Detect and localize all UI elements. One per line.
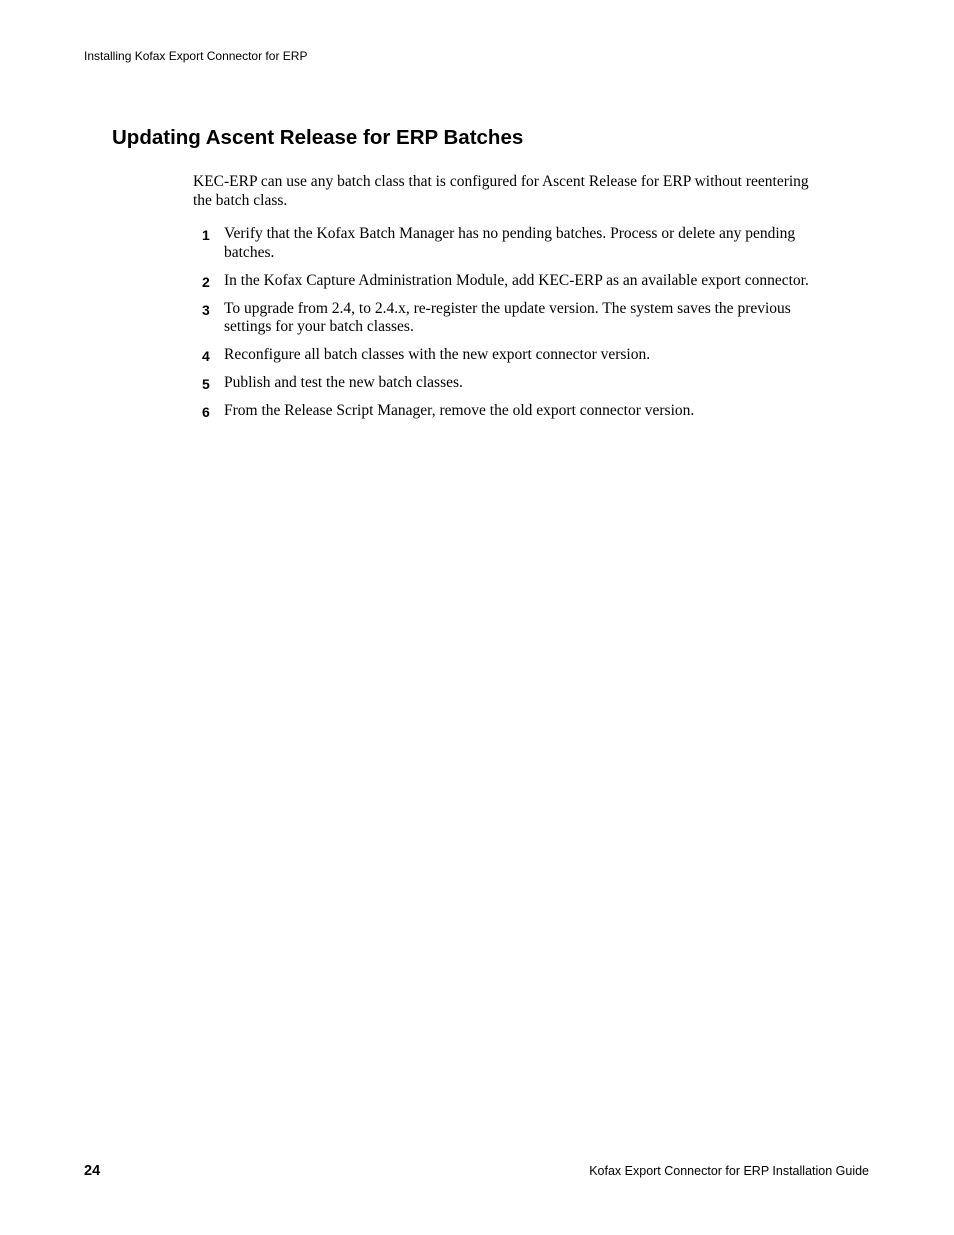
running-header: Installing Kofax Export Connector for ERP xyxy=(84,49,308,63)
step-text: Publish and test the new batch classes. xyxy=(224,374,463,391)
intro-paragraph: KEC-ERP can use any batch class that is configured for Ascent Release for ERP without reentering the batch class. xyxy=(193,173,809,209)
step-text: Verify that the Kofax Batch Manager has no pending batches. Process or delete any pending batches. xyxy=(224,225,796,261)
section-title: Updating Ascent Release for ERP Batches xyxy=(112,126,524,149)
step-item xyxy=(193,374,813,393)
step-number: 4 xyxy=(202,348,210,364)
step-number: 1 xyxy=(202,227,210,243)
step-text: In the Kofax Capture Administration Module, add KEC-ERP as an available export connector. xyxy=(224,271,809,289)
step-number: 3 xyxy=(202,301,210,318)
step-item xyxy=(193,402,813,421)
step-text: To upgrade from 2.4, to 2.4.x, re-register the update version. The system saves the previous settings for your batch classes. xyxy=(224,299,791,335)
step-item xyxy=(193,225,813,262)
step-item xyxy=(193,346,813,365)
step-item xyxy=(193,272,813,291)
running-footer: Kofax Export Connector for ERP Installation Guide xyxy=(589,1164,869,1178)
page-number: 24 xyxy=(84,1163,101,1179)
step-item xyxy=(193,300,813,337)
step-text: From the Release Script Manager, remove the old export connector version. xyxy=(224,402,695,419)
step-number: 6 xyxy=(202,404,210,420)
steps-list xyxy=(193,225,813,430)
step-text: Reconfigure all batch classes with the new export connector version. xyxy=(224,346,651,363)
step-number: 5 xyxy=(202,376,210,392)
step-number: 2 xyxy=(202,273,210,290)
